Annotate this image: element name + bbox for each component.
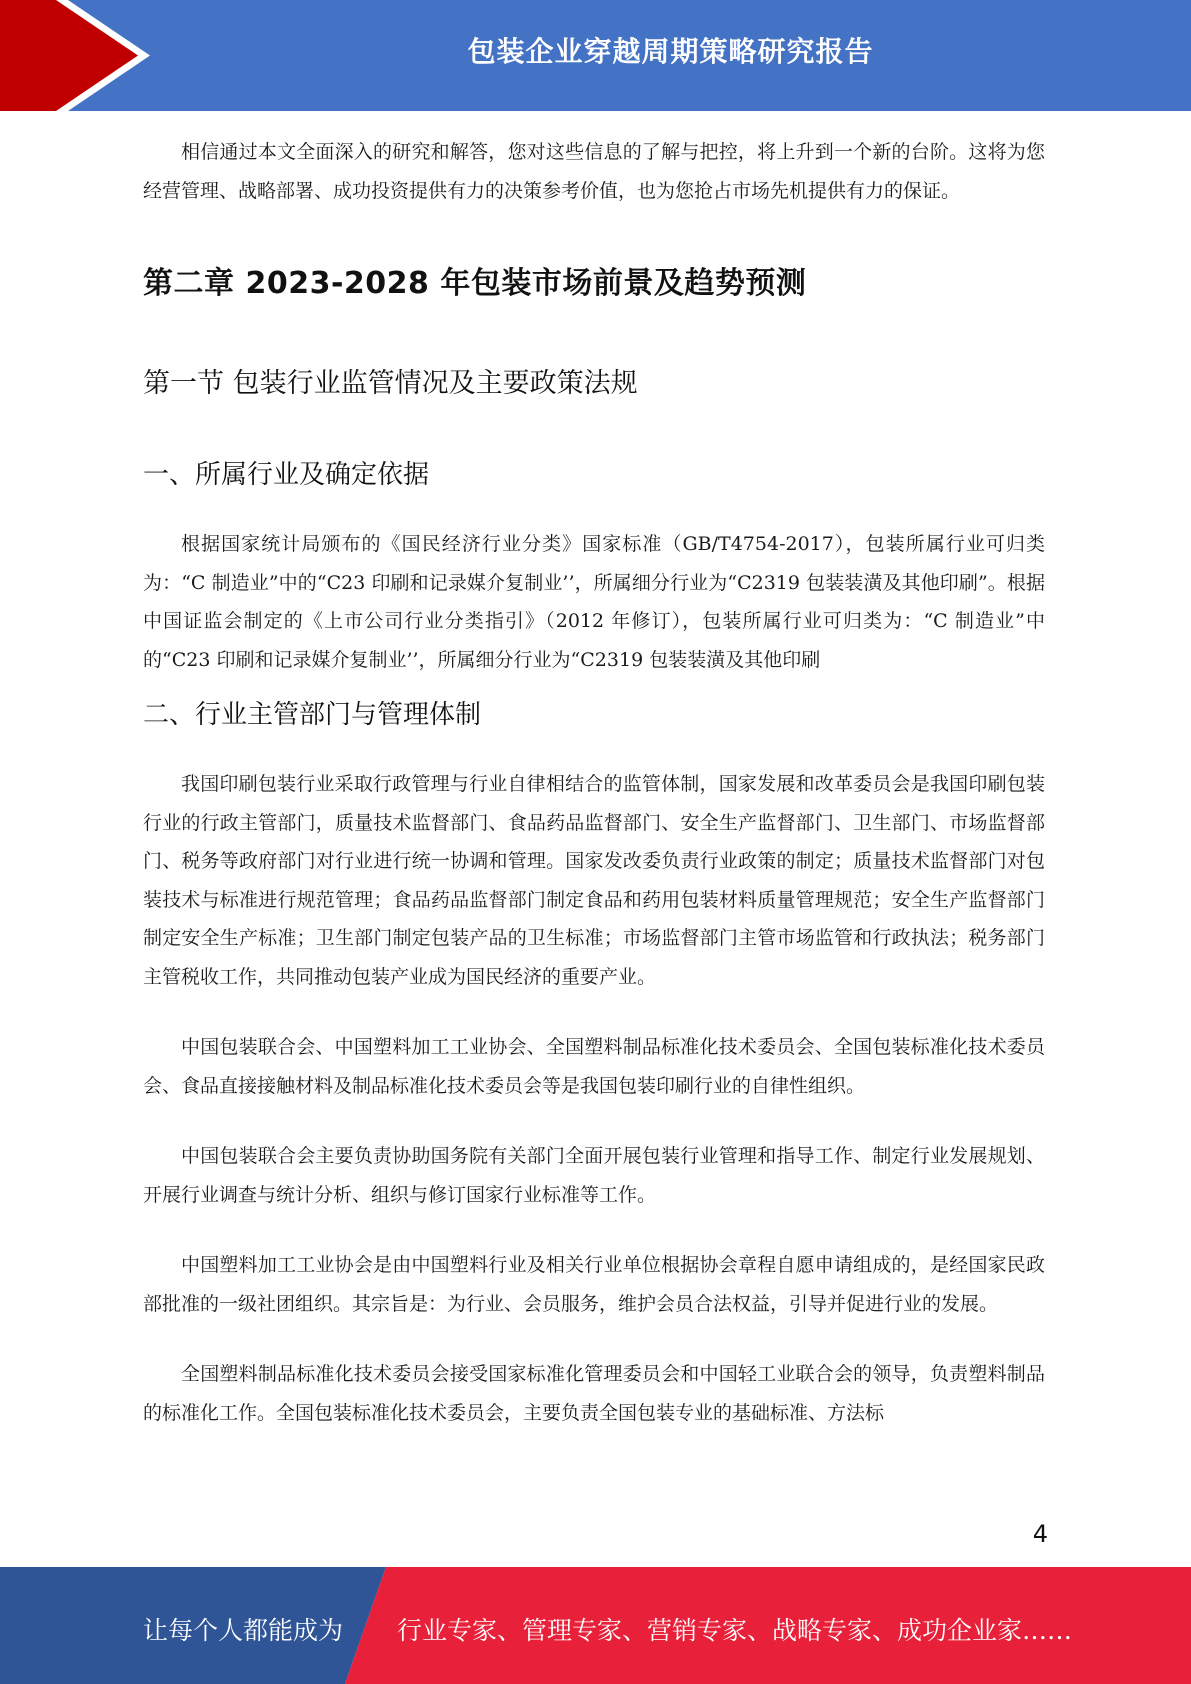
report-title: 包装企业穿越周期策略研究报告 <box>467 35 874 68</box>
chapter-title: 第二章 2023-2028 年包装市场前景及趋势预测 <box>143 266 807 301</box>
section-title: 第一节 包装行业监管情况及主要政策法规 <box>143 368 638 399</box>
subsection-title-2: 二、行业主管部门与管理体制 <box>143 700 482 730</box>
paragraph-regulatory-system: 我国印刷包装行业采取行政管理与行业自律相结合的监管体制，国家发展和改革委员会是我国印刷包装行业的行政主管部门，质量技术监督部门、食品药品监督部门、安全生产监督部门、卫生部门、市场监督部门、税务等政府部门对行业进行统一协调和管理。国家发改委负责行业政策的制定；质量技术监督部门对包装技术与标准进行规范管理；食品药品监督部门制定食品和药用包装材料质量管理规范；安全生产监督部门制定安全生产标准；卫生部门制定包装产品的卫生标准；市场监督部门主管市场监管和行政执法；税务部门主管税收工作，共同推动包装产业成为国民经济的重要产业。 <box>143 773 1045 988</box>
paragraph-industry-classification: 根据国家统计局颁布的《国民经济行业分类》国家标准（GB/T4754-2017），包装所属行业可归类为：“C 制造业”中的“C23 印刷和记录媒介复制业’’，所属细分行业为“C2319 包装装潢及其他印刷”。根据中国证监会制定的《上市公司行业分类指引》（2012 年修订），包装所属行业可归类为：“C 制造业”中的“C23 印刷和记录媒介复制业’’，所属细分行业为“C2319 包装装潢及其他印刷 <box>143 533 1045 671</box>
page-footer <box>0 1567 1191 1684</box>
intro-paragraph: 相信通过本文全面深入的研究和解答，您对这些信息的了解与把控，将上升到一个新的台阶。这将为您经营管理、战略部署、成功投资提供有力的决策参考价值，也为您抢占市场先机提供有力的保证。 <box>143 141 1045 202</box>
footer-slogan-right: 行业专家、管理专家、营销专家、战略专家、成功企业家…… <box>397 1616 1073 1645</box>
page-header <box>0 0 1191 111</box>
paragraph-self-regulatory-orgs: 中国包装联合会、中国塑料加工工业协会、全国塑料制品标准化技术委员会、全国包装标准化技术委员会、食品直接接触材料及制品标准化技术委员会等是我国包装印刷行业的自律性组织。 <box>143 1036 1045 1097</box>
footer-slogan-left: 让每个人都能成为 <box>143 1616 344 1645</box>
paragraph-packaging-federation: 中国包装联合会主要负责协助国务院有关部门全面开展包装行业管理和指导工作、制定行业发展规划、开展行业调查与统计分析、组织与修订国家行业标准等工作。 <box>143 1145 1045 1206</box>
paragraph-plastics-association: 中国塑料加工工业协会是由中国塑料行业及相关行业单位根据协会章程自愿申请组成的，是经国家民政部批准的一级社团组织。其宗旨是：为行业、会员服务，维护会员合法权益，引导并促进行业的发展。 <box>143 1254 1045 1315</box>
header-arrow-decoration <box>0 0 160 111</box>
page-content <box>143 133 1045 1464</box>
paragraph-standardization-committee: 全国塑料制品标准化技术委员会接受国家标准化管理委员会和中国轻工业联合会的领导，负责塑料制品的标准化工作。全国包装标准化技术委员会，主要负责全国包装专业的基础标准、方法标 <box>143 1363 1045 1424</box>
page-number: 4 <box>1032 1520 1048 1548</box>
subsection-title-1: 一、所属行业及确定依据 <box>143 460 430 490</box>
